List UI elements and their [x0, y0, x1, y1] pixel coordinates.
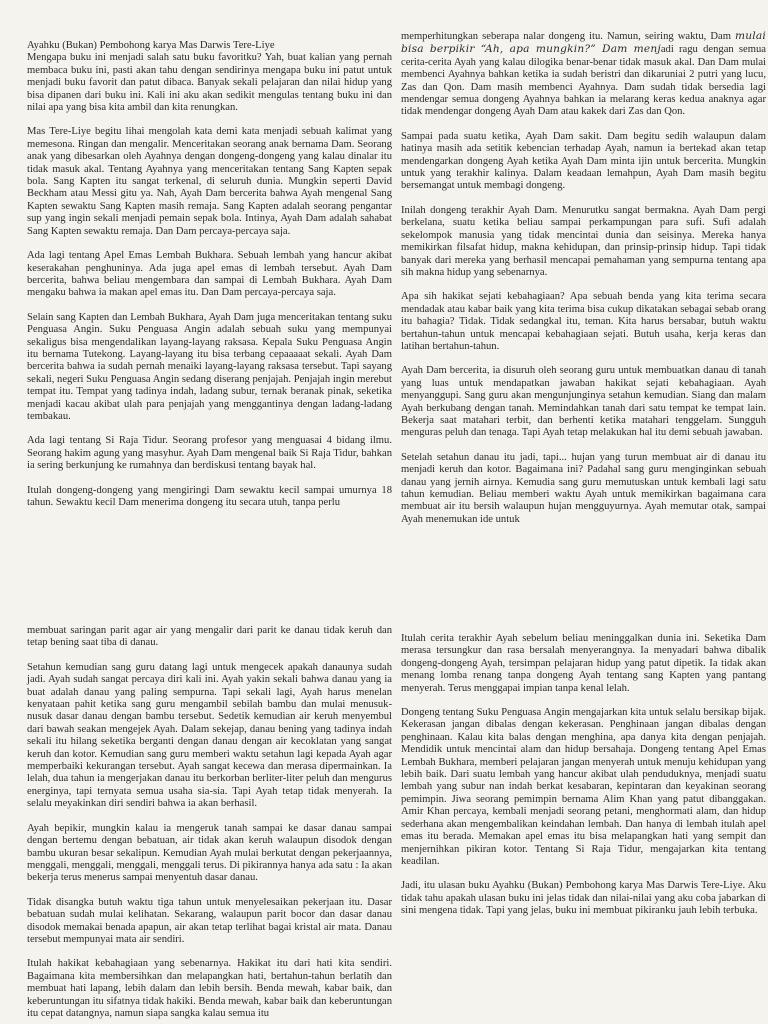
paragraph: Ayah bepikir, mungkin kalau ia mengeruk tanah sampai ke dasar danau sampai dengan bertemu dengan bebatuan, air tidak akan keruh walaupun disodok dengan bambu ukuran besar sekalipun. Kemudian Ayah mulai berkutat dengan pekerjaannya, menggali, menggali, menggali, menggali terus. Di pikirannya hanya ada satu : Ia akan bekerja terus menerus sampai menyentuh dasar danau. — [27, 822, 392, 884]
paragraph: Sampai pada suatu ketika, Ayah Dam sakit. Dam begitu sedih walaupun dalam hatinya masih ada setitik kebencian terhadap Ayah, namun ia bertekad akan tetap mendengarkan dongeng Ayah ketika Ayah Dam minta ijin untuk bercerita. Mungkin untuk yang terakhir kalinya. Dalam keadaan lemahpun, Ayah Dam masih begitu bersemangat untuk membagi dongeng. — [401, 130, 766, 192]
column-top-left — [27, 40, 392, 521]
handwritten-style-quote: mulai bisa berpikir “Ah, apa mungkin?” Dam menj — [401, 30, 766, 56]
column-top-right — [401, 30, 766, 538]
paragraph: Ada lagi tentang Si Raja Tidur. Seorang profesor yang menguasai 4 bidang ilmu. Seorang hakim agung yang masyhur. Ayah Dam mengenal baik Si Raja Tidur, bahkan ia sering berkunjung ke rumahnya dan berdiskusi tentang bayak hal. — [27, 435, 392, 472]
paragraph: Apa sih hakikat sejati kebahagiaan? Apa sebuah benda yang kita terima secara mendadak atau kabar baik yang kita terima bisa cukup dikatakan sebagai sebab orang itu bahagia? Tidak. Tidak sedangkal itu, teman. Kita harus bersabar, butuh waktu bertahun-tahun untuk mencapai kebahagiaan sejati. Butuh usaha, kerja keras dan latihan bertahun-tahun. — [401, 291, 766, 352]
paragraph: Inilah dongeng terakhir Ayah Dam. Menurutku sangat bermakna. Ayah Dam pergi berkelana, suatu ketika beliau sampai perkampungan para sufi. Sufi adalah sekelompok manusia yang tidak mencintai dunia dan seisinya. Mereka hanya memikirkan filsafat hidup, makna kehidupan, dan prinsip-prinsip hidup. Tapi tidak banyak dari mereka yang berhasil mencapai pemahaman yang sempurna tentang apa sih makna hidup yang sebenarnya. — [401, 204, 766, 278]
paragraph: Jadi, itu ulasan buku Ayahku (Bukan) Pembohong karya Mas Darwis Tere-Liye. Aku tidak tahu apakah ulasan buku ini jelas tidak dan nilai-nilai yang aku coba jabarkan di sini mengena tidak. Tapi yang jelas, buku ini membuat pikiranku jauh lebih terbuka. — [401, 880, 766, 917]
continued-text-rest: adi ragu dengan semua cerita-cerita Ayah yang kalau dilogika benar-benar tidak masuk akal. Dan Dam mulai membenci Ayahnya bahkan ketika ia sudah beristri dan dikaruniai 2 putri yang lucu, Zas dan Qon. Dam masih membenci Ayahnya. Dam sudah tidak bersedia lagi mendengar semua dongeng Ayahnya bahkan ia melarang keras kedua anaknya agar tidak mendengar dongeng Ayah Dam atau kakek dari Zas dan Qon. — [401, 44, 766, 118]
paragraph: Ayah Dam bercerita, ia disuruh oleh seorang guru untuk membuatkan danau di tanah yang luas untuk mendapatkan jawaban hakikat sejati kebahagiaan. Ayah menyanggupi. Sang guru akan mengunjunginya setahun kemudian. Siang dan malam Ayah berkubang dengan tanah. Memindahkan tanah dari satu tempat ke tempat lain. Bekerja saat matahari terbit, dan berhenti ketika matahari tenggelam. Sungguh menguras peluh dan tenaga. Tapi Ayah tetap melakukan hal itu demi sebuah jawaban. — [401, 365, 766, 439]
paragraph: Mas Tere-Liye begitu lihai mengolah kata demi kata menjadi sebuah kalimat yang memesona. Ringan dan mengalir. Menceritakan seorang anak bernama Dam. Seorang anak yang dibesarkan oleh Ayahnya dengan dongeng-dongeng yang kalau dinalar itu tidak masuk akal. Tentang Ayahnya yang menceritakan tentang Sang Kapten sepak bola. Sang Kapten itu sangat terkenal, di seluruh dunia. Mungkin seperti David Beckham atau Messi gitu ya. Nah, Ayah Dam bercerita bahwa Ayah mengenal Sang Kapten sewaktu Sang Kapten masih remaja. Sang Kapten adalah seorang pengantar sup yang ingin sekali menjadi pemain sepak bola. Intinya, Ayah Dam adalah sahabat Sang Kapten sewaktu remaja. Dan Dam percaya-percaya saja. — [27, 126, 392, 237]
paragraph: Setahun kemudian sang guru datang lagi untuk mengecek apakah danaunya sudah jadi. Ayah sudah sangat percaya diri kali ini. Ayah yakin sekali bahwa danau yang ia buat adalah danau yang paling sempurna. Tapi sekali lagi, Ayah harus menelan kenyataan pahit ketika sang guru mengambil sebilah bambu dan mulai menusuk-nusuk dasar danau dengan bambu tersebut. Sedetik kemudian air keruh menyembul dari bawah seakan mengejek Ayah. Dalam sekejap, danau bening yang tadinya indah sekali itu hilang seketika berganti dengan danau dengan air kecoklatan yang sangat keruh dan kotor. Kemudian sang guru memberi waktu setahun lagi kepada Ayah agar memperbaiki kekurangan tersebut. Ayah sangat kecewa dan merasa dipermainkan. Ia lelah, dua tahun ia mengerjakan danau itu berkorban berliter-liter peluh dan mengurus energinya, tapi ternyata semua usaha sia-sia. Tapi Ayah tetap tidak menyerah. Ia selalu meyakinkan diri sendiri bahwa ia akan berhasil. — [27, 661, 392, 810]
column-bottom-right — [401, 633, 766, 930]
paragraph: Ada lagi tentang Apel Emas Lembah Bukhara. Sebuah lembah yang hancur akibat keserakahan penghuninya. Ada juga apel emas di lembah tersebut. Ayah Dam bercerita, bahwa beliau mengembara dan sampai di Lembah Bukhara. Ayah Dam mengaku bahwa ia makan apel emas itu. Dan Dam percaya-percaya saja. — [27, 250, 392, 299]
paragraph: Tidak disangka butuh waktu tiga tahun untuk menyelesaikan pekerjaan itu. Dasar bebatuan sudah mulai kelihatan. Sekarang, walaupun parit bocor dan dasar danau disodok memakai benada apapun, air akan tetap terlihat bagai kristal air mata. Danau tersebut mempunyai mata air sendiri. — [27, 896, 392, 945]
paragraph: Itulah hakikat kebahagiaan yang sebenarnya. Hakikat itu dari hati kita sendiri. Bagaimana kita membersihkan dan melapangkan hati, bertahun-tahun berlatih dan membuat hati lapang, lebih dalam dan lebih bersih. Benda mewah, kabar baik, dan keberuntungan itu sifatnya tidak hakiki. Benda mewah, kabar baik dan keberuntungan itu cepat datangnya, namun siapa sangka kalau semua itu — [27, 958, 392, 1019]
paragraph: Mengapa buku ini menjadi salah satu buku favoritku? Yah, buat kalian yang pernah membaca buku ini, pasti akan tahu dengan sendirinya mengapa buku ini patut untuk menjadi buku favorit dan patut dibaca. Banyak sekali pelajaran dan nilai hidup yang bisa dipanen dari buku ini. Kali ini aku akan sedikit mengulas tentang buku ini dan nilai apa yang bisa kita ambil dan kita renungkan. — [27, 52, 392, 114]
continued-text: memperhitungkan seberapa nalar dongeng itu. Namun, seiring waktu, Dam — [401, 31, 731, 42]
column-bottom-left — [27, 625, 392, 1024]
paragraph: membuat saringan parit agar air yang mengalir dari parit ke danau tidak keruh dan tetap bening saat tiba di danau. — [27, 625, 392, 649]
review-title: Ayahku (Bukan) Pembohong karya Mas Darwis Tere-Liye — [27, 40, 275, 51]
paragraph: Itulah dongeng-dongeng yang mengiringi Dam sewaktu kecil sampai umurnya 18 tahun. Sewaktu kecil Dam menerima dongeng itu secara utuh, tanpa perlu — [27, 484, 392, 508]
paragraph: Dongeng tentang Suku Penguasa Angin mengajarkan kita untuk selalu bersikap bijak. Kekerasan jangan dibalas dengan kekerasan. Penghinaan jangan dibalas dengan penghinaan. Kalau kita balas dengan menghina, apa danya kita dengan penjajah. Mendidik untuk mencintai alam dan hidup bersahaja. Dongeng tentang Apel Emas Lembah Bukhara, memberi pelajaran jangan menyerah untuk menuju kehidupan yang lebih baik. Dari suatu lembah yang hancur akibat ulah penduduknya, menjadi suatu lembah yang subur nan indah berkat kesabaran, kepintaran dan keyakinan seorang pemimpin. Jiwa seorang pemimpin bernama Alim Khan yang patut dibanggakan. Amir Khan percaya, kembali menjadi seorang petani, menghormati alam, dan hidup sederhana akan mengembalikan keindahan lembah. Dan hanya di lembah itulah apel emas itu berada. Memakan apel emas itu bisa melapangkan hati yang sempit dan menjernihkan pikiran kotor. Tentang Si Raja Tidur, mengajarkan kita tentang keadilan. — [401, 707, 766, 867]
paragraph: Selain sang Kapten dan Lembah Bukhara, Ayah Dam juga menceritakan tentang suku Penguasa Angin. Suku Penguasa Angin adalah sebuah suku yang mempunyai sekaligus bisa mengendalikan layang-layang raksasa. Kepala Suku Penguasa Angin itu bernama Tutekong. Layang-layang itu bisa terbang cepaaaaat sekali. Ayah Dam bercerita bahwa ia sudah pernah menaiki layang-layang raksasa tersebut. Tapi sayang sekali, negeri Suku Penguasa Angin sedang diserang penjajah. Penjajah ingin merebut tempat itu. Tempat yang tadinya indah, ladang subur, ternak beranak pinak, seketika menjadi kacau akibat ulah para penjajah yang menggantinya dengan ladang-ladang tembakau. — [27, 311, 392, 422]
paragraph: Setelah setahun danau itu jadi, tapi... hujan yang turun membuat air di danau itu menjadi keruh dan kotor. Bagaimana ini? Padahal sang guru menginginkan sebuah danau yang jernih airnya. Kemudia sang guru memutuskan untuk kembali lagi satu tahun kemudian. Beliau memberi waktu Ayah untuk memikirkan bagaimana cara membuat air itu bersih walaupun hujan mengguyurnya. Ayah memutar otak, sampai Ayah menemukan ide untuk — [401, 451, 766, 525]
paragraph-continued — [401, 30, 766, 119]
paragraph: Itulah cerita terakhir Ayah sebelum beliau meninggalkan dunia ini. Seketika Dam merasa tersungkur dan rasa bersalah menyerangnya. Ia menyadari bahwa dibalik dongeng-dongeng Ayah, tersimpan pelajaran hidup yang patut dipetik. Ia tidak akan menang lomba renang tanpa dongeng Ayah tentang sang Kapten yang pantang menyerah. Terus menggapai impian tanpa kenal lelah. — [401, 633, 766, 694]
